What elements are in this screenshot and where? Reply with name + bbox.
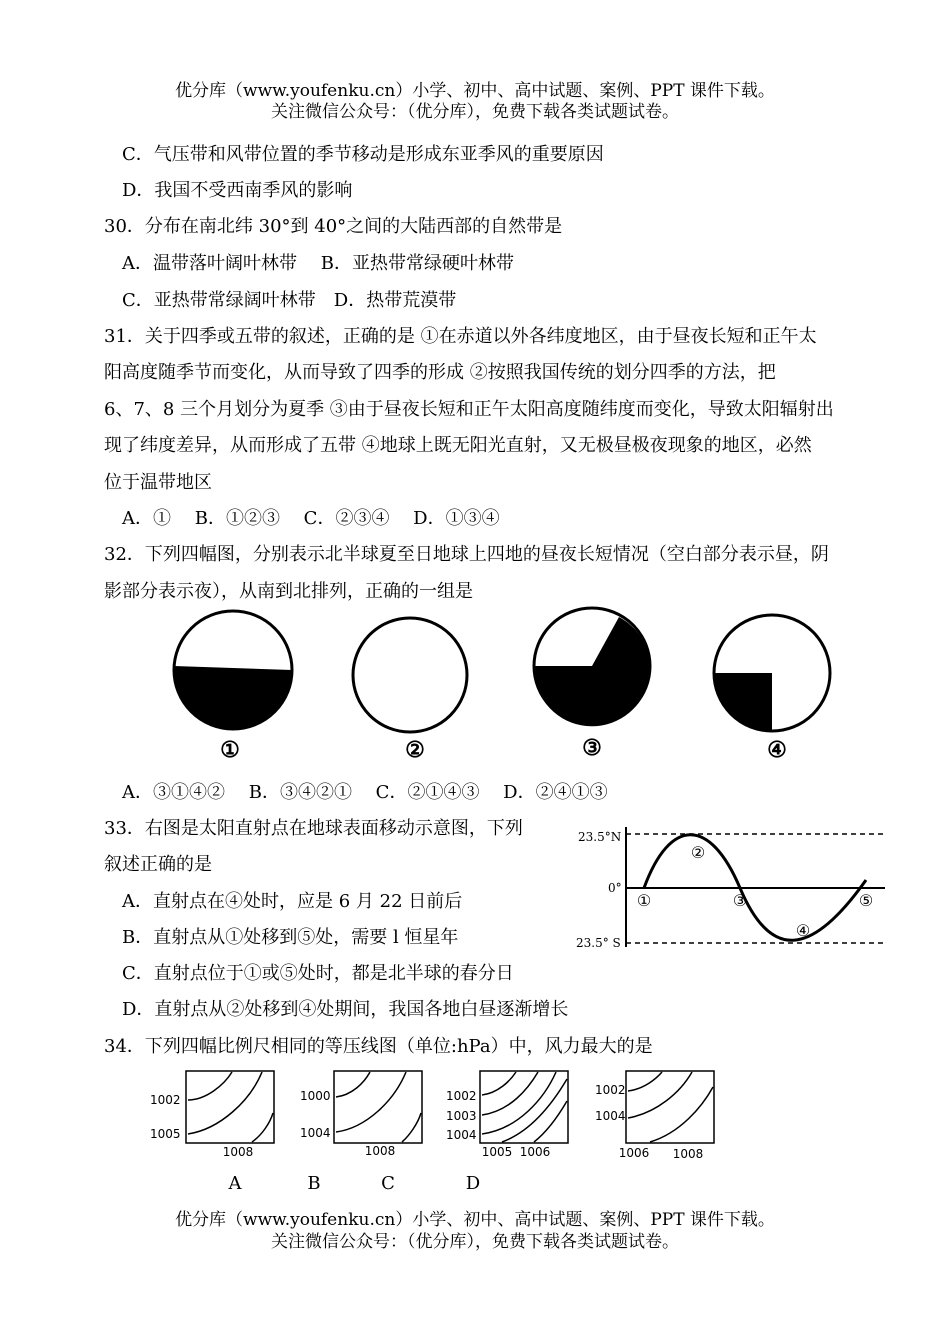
q33-label-north: 23.5°N [578,830,622,844]
q33-line-1: 33．右图是太阳直射点在地球表面移动示意图，下列 [104,818,523,839]
q32-day-night-figure [160,605,850,770]
q34-d-bottom-1: 1006 [618,1146,650,1160]
q30-options-cd: C．亚热带常绿阔叶林带 D．热带荒漠带 [122,290,457,311]
header-line-2: 关注微信公众号：（优分库），免费下载各类试题试卷。 [271,102,679,122]
q34-d-letter: D [465,1173,481,1194]
q32-label-2: ② [405,737,425,763]
q34-panel-a [150,1071,274,1194]
q34-d-left-1: 1002 [595,1083,626,1097]
q33-option-c: C．直射点位于①或⑤处时，都是北半球的春分日 [122,963,514,984]
q34-stem: 34．下列四幅比例尺相同的等压线图（单位:hPa）中，风力最大的是 [104,1036,653,1057]
q32-line-2: 影部分表示夜），从南到北排列，正确的一组是 [104,581,473,602]
q32-circle-2 [353,618,467,732]
q31-line-2: 阳高度随季节而变化，从而导致了四季的形成 ②按照我国传统的划分四季的方法，把 [104,362,776,383]
q34-c-left-2: 1003 [446,1109,477,1123]
q29-option-c: C．气压带和风带位置的季节移动是形成东亚季风的重要原因 [122,144,604,165]
q34-b-left-1: 1000 [300,1089,331,1103]
q32-label-1: ① [220,737,240,763]
q34-panel-d [466,1071,714,1194]
q32-circle-4 [714,615,830,731]
q29-option-d: D．我国不受西南季风的影响 [122,180,353,201]
q33-option-b: B．直射点从①处移到⑤处，需要 l 恒星年 [122,927,459,948]
q33-label-south: 23.5° S [576,936,621,950]
q34-c-bottom-1: 1005 [481,1145,513,1159]
q33-point-4: ④ [795,921,811,940]
footer-line-2: 关注微信公众号：（优分库），免费下载各类试题试卷。 [271,1232,679,1252]
q31-line-3: 6、7、8 三个月划分为夏季 ③由于昼夜长短和正午太阳高度随纬度而变化，导致太阳辐射出 [104,399,834,420]
q32-options: A．③①④② B．③④②① C．②①④③ D．②④①③ [122,782,608,803]
q34-panel-b [300,1071,422,1194]
q33-option-d: D．直射点从②处移到④处期间，我国各地白昼逐渐增长 [122,999,569,1020]
q34-a-letter: A [228,1173,242,1194]
q34-a-left-2: 1005 [150,1127,181,1141]
q30-stem: 30．分布在南北纬 30°到 40°之间的大陆西部的自然带是 [104,216,563,237]
q34-isobar-figure [140,1065,730,1197]
q33-line-2: 叙述正确的是 [104,854,212,875]
q31-line-4: 现了纬度差异，从而形成了五带 ④地球上既无阳光直射，又无极昼极夜现象的地区，必然 [104,435,812,456]
q32-circle-1 [174,611,292,729]
q34-a-left-1: 1002 [150,1093,181,1107]
footer-line-1: 优分库（www.youfenku.cn）小学、初中、高中试题、案例、PPT 课件下载。 [175,1210,775,1230]
q32-line-1: 32．下列四幅图，分别表示北半球夏至日地球上四地的昼夜长短情况（空白部分表示昼，阴 [104,544,829,565]
q34-b-left-2: 1004 [300,1126,331,1140]
q31-line-1: 31．关于四季或五带的叙述，正确的是 ①在赤道以外各纬度地区，由于昼夜长短和正午太 [104,326,817,347]
q31-options: A．① B．①②③ C．②③④ D．①③④ [122,508,500,529]
q34-d-left-2: 1004 [595,1109,626,1123]
q34-d-bottom-2: 1008 [672,1147,704,1161]
q34-a-bottom-1: 1008 [222,1145,254,1159]
q31-line-5: 位于温带地区 [104,472,212,493]
q33-option-a: A．直射点在④处时，应是 6 月 22 日前后 [122,891,463,912]
q34-c-left-3: 1004 [446,1128,477,1142]
q34-c-left-1: 1002 [446,1089,477,1103]
q34-c-bottom-2: 1006 [519,1145,551,1159]
q30-options-ab: A．温带落叶阔叶林带 B．亚热带常绿硬叶林带 [122,253,514,274]
q33-point-5: ⑤ [858,891,874,910]
q33-point-2: ② [690,843,706,862]
q34-b-bottom-1: 1008 [364,1144,396,1158]
q32-label-3: ③ [582,735,602,761]
q34-c-letter: C [381,1173,395,1194]
q33-point-3: ③ [732,891,748,910]
header-line-1: 优分库（www.youfenku.cn）小学、初中、高中试题、案例、PPT 课件下载。 [175,81,775,101]
q32-label-4: ④ [767,737,787,763]
q34-b-letter: B [307,1173,321,1194]
q33-point-1: ① [636,891,652,910]
q33-sun-path-figure [570,822,890,952]
q33-label-zero: 0° [608,881,622,895]
q32-circle-3 [534,608,650,726]
